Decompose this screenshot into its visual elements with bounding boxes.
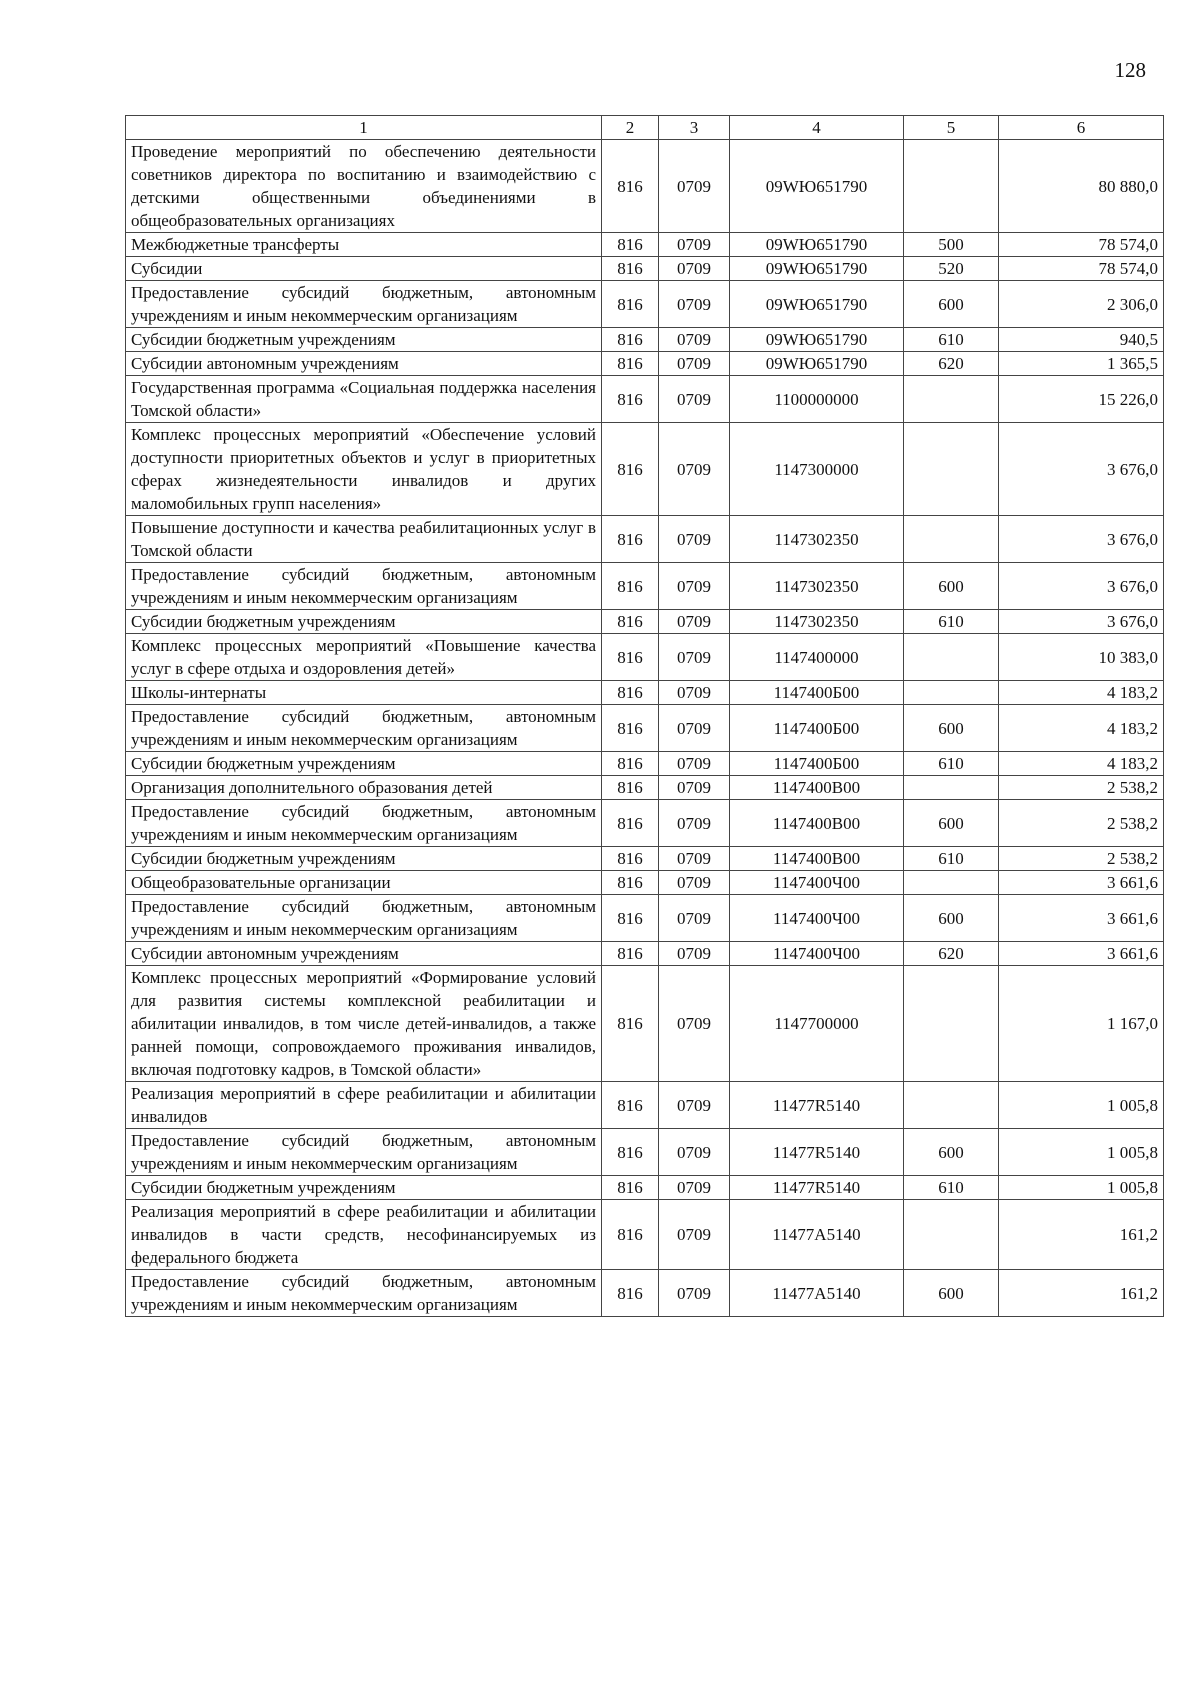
row-section-cell: 0709 (659, 681, 730, 705)
row-vr-cell (904, 516, 999, 563)
row-section-cell: 0709 (659, 257, 730, 281)
row-amount-cell: 1 005,8 (999, 1082, 1164, 1129)
row-grbs-cell: 816 (602, 776, 659, 800)
header-col-6: 6 (999, 116, 1164, 140)
row-name-cell: Субсидии (126, 257, 602, 281)
row-name-cell: Предоставление субсидий бюджетным, автономным учреждениям и иным некоммерческим организациям (126, 1270, 602, 1317)
row-amount-cell: 3 661,6 (999, 895, 1164, 942)
row-csr-cell: 11477R5140 (730, 1129, 904, 1176)
row-name-cell: Субсидии автономным учреждениям (126, 352, 602, 376)
row-section-cell: 0709 (659, 871, 730, 895)
table-row (126, 705, 1164, 752)
row-amount-cell: 3 676,0 (999, 423, 1164, 516)
row-amount-cell: 10 383,0 (999, 634, 1164, 681)
row-name-cell: Реализация мероприятий в сфере реабилитации и абилитации инвалидов в части средств, несофинансируемых из федерального бюджета (126, 1200, 602, 1270)
row-csr-cell: 1147400Б00 (730, 705, 904, 752)
row-vr-cell (904, 376, 999, 423)
row-section-cell: 0709 (659, 966, 730, 1082)
row-csr-cell: 09WЮ651790 (730, 352, 904, 376)
row-vr-cell: 600 (904, 895, 999, 942)
row-vr-cell: 600 (904, 281, 999, 328)
row-grbs-cell: 816 (602, 1200, 659, 1270)
row-name-cell: Субсидии бюджетным учреждениям (126, 328, 602, 352)
table-body (126, 140, 1164, 1317)
row-name-cell: Субсидии бюджетным учреждениям (126, 752, 602, 776)
table-row (126, 1200, 1164, 1270)
row-name-cell: Школы-интернаты (126, 681, 602, 705)
row-vr-cell (904, 140, 999, 233)
table-row (126, 257, 1164, 281)
row-name-cell: Предоставление субсидий бюджетным, автономным учреждениям и иным некоммерческим организациям (126, 1129, 602, 1176)
row-section-cell: 0709 (659, 1200, 730, 1270)
row-name-cell: Комплекс процессных мероприятий «Обеспечение условий доступности приоритетных объектов и услуг в приоритетных сферах жизнедеятельности инвалидов и других маломобильных групп населения» (126, 423, 602, 516)
row-name-cell: Субсидии бюджетным учреждениям (126, 610, 602, 634)
row-section-cell: 0709 (659, 1082, 730, 1129)
row-amount-cell: 15 226,0 (999, 376, 1164, 423)
row-name-cell: Предоставление субсидий бюджетным, автономным учреждениям и иным некоммерческим организациям (126, 563, 602, 610)
table-row (126, 1082, 1164, 1129)
row-vr-cell: 600 (904, 705, 999, 752)
table-row (126, 281, 1164, 328)
table-row (126, 516, 1164, 563)
row-vr-cell (904, 681, 999, 705)
row-amount-cell: 2 538,2 (999, 847, 1164, 871)
row-csr-cell: 09WЮ651790 (730, 328, 904, 352)
table-row (126, 1176, 1164, 1200)
row-vr-cell: 600 (904, 1129, 999, 1176)
row-section-cell: 0709 (659, 776, 730, 800)
table-row (126, 942, 1164, 966)
header-col-3: 3 (659, 116, 730, 140)
row-amount-cell: 78 574,0 (999, 233, 1164, 257)
row-name-cell: Проведение мероприятий по обеспечению деятельности советников директора по воспитанию и взаимодействию с детскими общественными объединениями в общеобразовательных организациях (126, 140, 602, 233)
row-section-cell: 0709 (659, 140, 730, 233)
row-vr-cell: 610 (904, 847, 999, 871)
row-amount-cell: 2 538,2 (999, 776, 1164, 800)
header-col-1: 1 (126, 116, 602, 140)
row-name-cell: Предоставление субсидий бюджетным, автономным учреждениям и иным некоммерческим организациям (126, 281, 602, 328)
row-amount-cell: 161,2 (999, 1200, 1164, 1270)
row-section-cell: 0709 (659, 800, 730, 847)
row-section-cell: 0709 (659, 942, 730, 966)
row-csr-cell: 1147400В00 (730, 847, 904, 871)
table-row (126, 966, 1164, 1082)
row-csr-cell: 1147700000 (730, 966, 904, 1082)
row-grbs-cell: 816 (602, 376, 659, 423)
row-csr-cell: 1147302350 (730, 516, 904, 563)
row-section-cell: 0709 (659, 328, 730, 352)
row-grbs-cell: 816 (602, 233, 659, 257)
row-name-cell: Повышение доступности и качества реабилитационных услуг в Томской области (126, 516, 602, 563)
table-row (126, 376, 1164, 423)
row-csr-cell: 11477R5140 (730, 1082, 904, 1129)
row-name-cell: Субсидии автономным учреждениям (126, 942, 602, 966)
row-csr-cell: 1147300000 (730, 423, 904, 516)
row-grbs-cell: 816 (602, 1129, 659, 1176)
row-grbs-cell: 816 (602, 328, 659, 352)
row-csr-cell: 1147400Ч00 (730, 871, 904, 895)
table-row (126, 1129, 1164, 1176)
row-grbs-cell: 816 (602, 563, 659, 610)
row-grbs-cell: 816 (602, 352, 659, 376)
row-amount-cell: 1 005,8 (999, 1176, 1164, 1200)
row-vr-cell: 600 (904, 1270, 999, 1317)
row-grbs-cell: 816 (602, 942, 659, 966)
row-csr-cell: 1147400000 (730, 634, 904, 681)
row-grbs-cell: 816 (602, 140, 659, 233)
table-row (126, 800, 1164, 847)
row-amount-cell: 80 880,0 (999, 140, 1164, 233)
row-section-cell: 0709 (659, 847, 730, 871)
row-csr-cell: 09WЮ651790 (730, 233, 904, 257)
row-vr-cell: 600 (904, 800, 999, 847)
row-csr-cell: 1147400В00 (730, 776, 904, 800)
row-section-cell: 0709 (659, 610, 730, 634)
row-name-cell: Субсидии бюджетным учреждениям (126, 1176, 602, 1200)
row-grbs-cell: 816 (602, 257, 659, 281)
row-vr-cell: 610 (904, 328, 999, 352)
row-vr-cell: 610 (904, 1176, 999, 1200)
budget-table (125, 115, 1164, 1317)
row-csr-cell: 1100000000 (730, 376, 904, 423)
table-row (126, 752, 1164, 776)
row-vr-cell: 610 (904, 752, 999, 776)
row-section-cell: 0709 (659, 752, 730, 776)
row-grbs-cell: 816 (602, 705, 659, 752)
row-vr-cell (904, 871, 999, 895)
row-csr-cell: 11477А5140 (730, 1200, 904, 1270)
table-row (126, 681, 1164, 705)
row-grbs-cell: 816 (602, 1176, 659, 1200)
row-amount-cell: 161,2 (999, 1270, 1164, 1317)
row-csr-cell: 11477А5140 (730, 1270, 904, 1317)
row-vr-cell (904, 966, 999, 1082)
row-grbs-cell: 816 (602, 1270, 659, 1317)
row-grbs-cell: 816 (602, 1082, 659, 1129)
row-csr-cell: 1147400Ч00 (730, 895, 904, 942)
row-vr-cell (904, 776, 999, 800)
row-grbs-cell: 816 (602, 516, 659, 563)
row-name-cell: Общеобразовательные организации (126, 871, 602, 895)
table-row (126, 423, 1164, 516)
table-row (126, 352, 1164, 376)
row-grbs-cell: 816 (602, 966, 659, 1082)
row-name-cell: Комплекс процессных мероприятий «Формирование условий для развития системы комплексной реабилитации и абилитации инвалидов, в том числе детей-инвалидов, а также ранней помощи, сопровождаемого проживания инвалидов, включая подготовку кадров, в Томской области» (126, 966, 602, 1082)
table-row (126, 776, 1164, 800)
row-grbs-cell: 816 (602, 681, 659, 705)
row-name-cell: Субсидии бюджетным учреждениям (126, 847, 602, 871)
row-csr-cell: 1147400В00 (730, 800, 904, 847)
row-vr-cell (904, 1200, 999, 1270)
table-row (126, 847, 1164, 871)
table-row (126, 140, 1164, 233)
table-row (126, 328, 1164, 352)
table-row (126, 634, 1164, 681)
row-amount-cell: 4 183,2 (999, 681, 1164, 705)
row-csr-cell: 1147400Б00 (730, 752, 904, 776)
row-grbs-cell: 816 (602, 871, 659, 895)
header-col-4: 4 (730, 116, 904, 140)
header-col-5: 5 (904, 116, 999, 140)
row-name-cell: Организация дополнительного образования детей (126, 776, 602, 800)
row-section-cell: 0709 (659, 634, 730, 681)
row-grbs-cell: 816 (602, 634, 659, 681)
table-row (126, 871, 1164, 895)
row-csr-cell: 09WЮ651790 (730, 281, 904, 328)
row-vr-cell: 500 (904, 233, 999, 257)
table-row (126, 563, 1164, 610)
row-section-cell: 0709 (659, 1176, 730, 1200)
row-csr-cell: 11477R5140 (730, 1176, 904, 1200)
row-grbs-cell: 816 (602, 800, 659, 847)
row-csr-cell: 1147302350 (730, 610, 904, 634)
row-csr-cell: 1147400Б00 (730, 681, 904, 705)
row-section-cell: 0709 (659, 352, 730, 376)
row-csr-cell: 1147302350 (730, 563, 904, 610)
row-name-cell: Предоставление субсидий бюджетным, автономным учреждениям и иным некоммерческим организациям (126, 800, 602, 847)
row-name-cell: Государственная программа «Социальная поддержка населения Томской области» (126, 376, 602, 423)
row-csr-cell: 1147400Ч00 (730, 942, 904, 966)
row-grbs-cell: 816 (602, 895, 659, 942)
row-name-cell: Реализация мероприятий в сфере реабилитации и абилитации инвалидов (126, 1082, 602, 1129)
row-csr-cell: 09WЮ651790 (730, 257, 904, 281)
row-section-cell: 0709 (659, 895, 730, 942)
table-row (126, 233, 1164, 257)
table-row (126, 610, 1164, 634)
row-section-cell: 0709 (659, 281, 730, 328)
row-vr-cell: 520 (904, 257, 999, 281)
row-vr-cell: 620 (904, 942, 999, 966)
row-section-cell: 0709 (659, 1129, 730, 1176)
row-grbs-cell: 816 (602, 847, 659, 871)
row-amount-cell: 3 676,0 (999, 516, 1164, 563)
row-grbs-cell: 816 (602, 610, 659, 634)
row-amount-cell: 3 661,6 (999, 871, 1164, 895)
row-grbs-cell: 816 (602, 281, 659, 328)
row-amount-cell: 3 676,0 (999, 610, 1164, 634)
row-amount-cell: 3 661,6 (999, 942, 1164, 966)
row-amount-cell: 2 306,0 (999, 281, 1164, 328)
row-grbs-cell: 816 (602, 423, 659, 516)
row-amount-cell: 4 183,2 (999, 705, 1164, 752)
header-row (126, 116, 1164, 140)
row-vr-cell: 600 (904, 563, 999, 610)
row-section-cell: 0709 (659, 563, 730, 610)
row-name-cell: Комплекс процессных мероприятий «Повышение качества услуг в сфере отдыха и оздоровления детей» (126, 634, 602, 681)
page-number: 128 (1114, 58, 1146, 82)
table-row (126, 1270, 1164, 1317)
row-vr-cell: 620 (904, 352, 999, 376)
row-amount-cell: 1 167,0 (999, 966, 1164, 1082)
row-amount-cell: 1 005,8 (999, 1129, 1164, 1176)
row-amount-cell: 940,5 (999, 328, 1164, 352)
row-name-cell: Предоставление субсидий бюджетным, автономным учреждениям и иным некоммерческим организациям (126, 705, 602, 752)
row-vr-cell: 610 (904, 610, 999, 634)
row-section-cell: 0709 (659, 1270, 730, 1317)
row-section-cell: 0709 (659, 516, 730, 563)
row-section-cell: 0709 (659, 233, 730, 257)
row-name-cell: Предоставление субсидий бюджетным, автономным учреждениям и иным некоммерческим организациям (126, 895, 602, 942)
row-vr-cell (904, 423, 999, 516)
row-section-cell: 0709 (659, 705, 730, 752)
row-section-cell: 0709 (659, 423, 730, 516)
row-amount-cell: 1 365,5 (999, 352, 1164, 376)
row-vr-cell (904, 634, 999, 681)
row-amount-cell: 4 183,2 (999, 752, 1164, 776)
row-csr-cell: 09WЮ651790 (730, 140, 904, 233)
row-amount-cell: 3 676,0 (999, 563, 1164, 610)
row-vr-cell (904, 1082, 999, 1129)
row-grbs-cell: 816 (602, 752, 659, 776)
row-amount-cell: 78 574,0 (999, 257, 1164, 281)
row-name-cell: Межбюджетные трансферты (126, 233, 602, 257)
row-section-cell: 0709 (659, 376, 730, 423)
row-amount-cell: 2 538,2 (999, 800, 1164, 847)
table-row (126, 895, 1164, 942)
header-col-2: 2 (602, 116, 659, 140)
